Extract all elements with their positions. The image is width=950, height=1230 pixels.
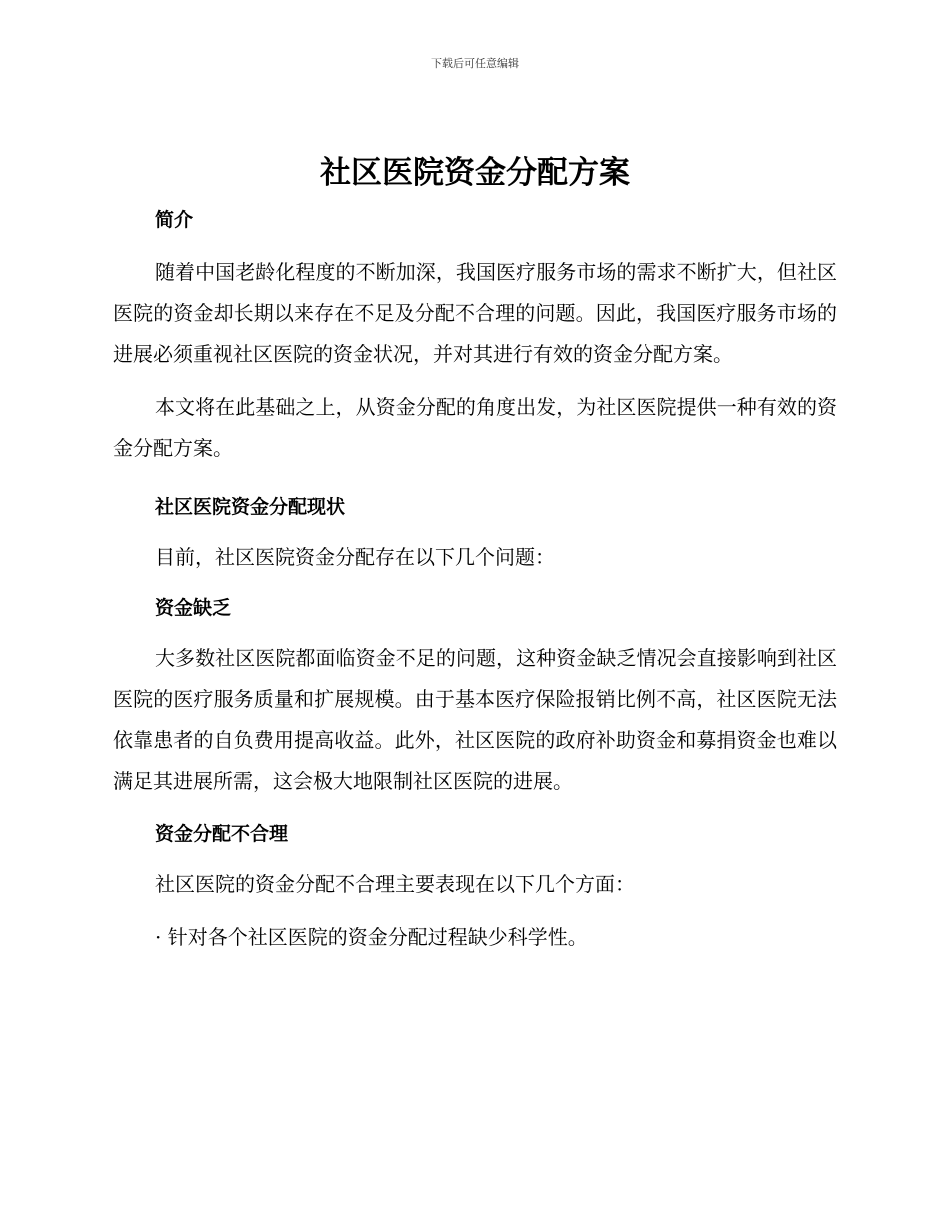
intro-paragraph-1: 随着中国老龄化程度的不断加深，我国医疗服务市场的需求不断扩大，但社区医院的资金却长期以来存在不足及分配不合理的问题。因此，我国医疗服务市场的进展必须重视社区医院的资金状况，并对其进行有效的资金分配方案。 <box>113 260 837 366</box>
heading-status: 社区医院资金分配现状 <box>155 496 346 518</box>
document-body <box>113 150 837 958</box>
unreasonable-paragraph-1: 社区医院的资金分配不合理主要表现在以下几个方面： <box>155 872 635 896</box>
heading-intro: 简介 <box>155 209 194 231</box>
document-title: 社区医院资金分配方案 <box>320 155 630 191</box>
intro-paragraph-2: 本文将在此基础之上，从资金分配的角度出发，为社区医院提供一种有效的资金分配方案。 <box>113 395 837 460</box>
heading-unreasonable: 资金分配不合理 <box>155 823 289 845</box>
shortage-paragraph-1: 大多数社区医院都面临资金不足的问题，这种资金缺乏情况会直接影响到社区医院的医疗服务质量和扩展规模。由于基本医疗保险报销比例不高，社区医院无法依靠患者的自负费用提高收益。此外，社区医院的政府补助资金和募捐资金也难以满足其进展所需，这会极大地限制社区医院的进展。 <box>113 646 837 793</box>
bullet-item-1: · 针对各个社区医院的资金分配过程缺少科学性。 <box>155 925 588 949</box>
heading-shortage: 资金缺乏 <box>155 597 232 619</box>
header-note: 下载后可任意编辑 <box>431 57 519 70</box>
status-paragraph-1: 目前，社区医院资金分配存在以下几个问题： <box>155 545 555 569</box>
